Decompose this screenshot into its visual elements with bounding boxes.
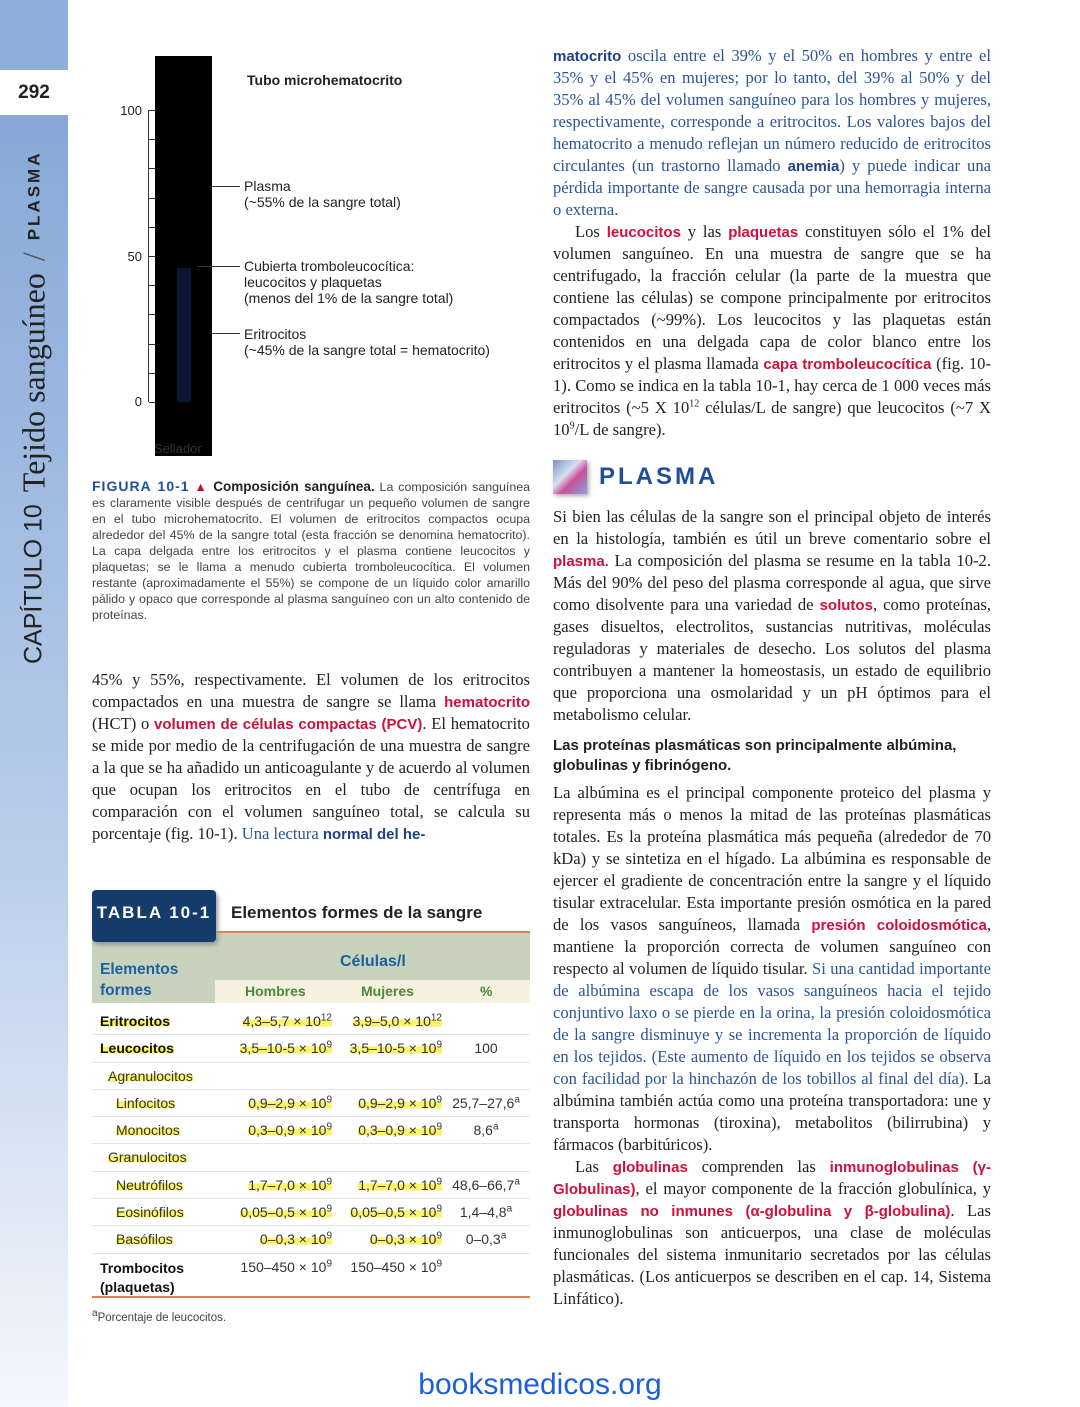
buffy-coat-label: Cubierta tromboleucocítica: leucocitos y plaquetas (menos del 1% de la sangre total)	[244, 258, 454, 306]
table-row	[92, 1117, 530, 1144]
women-value: $0,3-0,9 \times 10^9$	[358, 1121, 442, 1139]
row-name: Monocitos	[116, 1122, 180, 1139]
men-value: $4,3-5,7 \times 10^{12}$	[242, 1012, 332, 1029]
figure-caption: FIGURA 10-1 ▲ Composición sanguínea. La composición sanguínea es claramente visible después de centrifugar un pequeño volumen de sangre en el tubo microhematocrito. El volumen de eritrocitos compactos ocupa alrededor del 45% de la sangre total (esta fracción se denomina hematocrito). La capa delgada entre los eritrocitos y el plasma contiene leucocitos y plaquetas; se le llama a menudo cubierta tromboleucocítica. El volumen restante (aproximadamente el 55%) se compone de un líquido color amarillo pálido y opaco que corresponde al plasma sanguíneo con un alto contenido de proteínas.	[92, 478, 530, 622]
paragraph	[92, 669, 530, 845]
tick-100: 100	[120, 103, 142, 118]
text-run: (HCT) o	[92, 714, 155, 733]
text-run: 12	[689, 398, 700, 410]
row-name: Trombocitos (plaquetas)	[100, 1259, 185, 1295]
women-value: $3,5-10-5 \times 10^9$	[349, 1039, 442, 1057]
separator: /	[15, 252, 52, 262]
section-label: PLASMA	[24, 150, 43, 241]
erythrocytes-label: Eritrocitos (~45% de la sangre total = hematocrito)	[244, 326, 490, 358]
table-row	[92, 1090, 530, 1117]
scale	[148, 110, 155, 402]
chapter-label: CAPÍTULO 10	[19, 504, 48, 664]
key-term: globulinas no inmunes (α-globulina y β-globulina)	[553, 1203, 951, 1220]
text-run: . El hematocrito se mide por medio de la centrifugación de una muestra de sangre a la que se ha añadido un anticoagulante y de acuerdo al volumen que ocupan los eritrocitos en el tubo de centrífuga en comparación con el volumen sanguíneo total, se calcula su porcentaje (fig. 10-1).	[92, 714, 530, 843]
men-value: $0,05-0,5 \times 10^9$	[240, 1203, 332, 1221]
text-run: , mantiene la proporción correcta de volumen sanguíneo con respecto al volumen de líquido tisular.	[553, 915, 991, 978]
row-name: Leucocitos	[100, 1040, 174, 1057]
key-term: hematocrito	[444, 694, 530, 711]
text-run: 45% y 55%, respectivamente. El volumen de los eritrocitos compactados en una muestra de sangre se llama	[92, 670, 530, 711]
row-name: Neutrófilos	[116, 1176, 183, 1193]
sidebar-top-block	[0, 0, 68, 70]
paragraph	[553, 506, 991, 726]
text-run: . La composición del plasma se resume en la tabla 10-2. Más del 90% del peso del plasma corresponde al agua, que sirve como disolvente para una variedad de	[553, 551, 991, 614]
women-value: $0,9-2,9 \times 10^9$	[358, 1094, 442, 1111]
table-header: Elementos formes Células/l Hombres Mujeres %	[92, 933, 530, 1003]
text-run: Los	[575, 222, 607, 241]
text-run: Si bien las células de la sangre son el principal objeto de interés en la histología, también es útil un breve comentario sobre el	[553, 507, 991, 548]
watermark: booksmedicos.org	[418, 1368, 662, 1401]
text-run: Una lectura	[241, 824, 323, 843]
men-value: $150-450 \times 10^9$	[240, 1258, 332, 1275]
key-term: volumen de células compactas (PCV)	[154, 716, 423, 733]
page-number: 292	[0, 70, 68, 115]
running-head	[16, 151, 53, 665]
table-row	[92, 1035, 530, 1062]
men-value: $0,9-2,9 \times 10^9$	[248, 1094, 332, 1111]
left-body	[92, 669, 530, 845]
text-run: La albúmina es el principal componente proteico del plasma y representa más o menos la mitad de las proteínas plasmáticas totales. Es la proteína plasmática más pequeña (alrededor de 70 kDa) y se sintetiza en el hígado. La albúmina es responsable de ejercer el gradiente de concentración entre la sangre y el líquido tisular extracelular. Esta importante presión osmótica en la pared de los vasos sanguíneos, llamada	[553, 783, 991, 934]
percent-value: 48,6–66,7$^a$	[452, 1176, 520, 1193]
tick-50: 50	[127, 249, 142, 264]
table-row	[92, 1226, 530, 1253]
text-run: constituyen sólo el 1% del volumen sanguíneo. En una muestra de sangre que se ha centrifugado, la fracción celular (la parte de la muestra que contiene las células) se compone principalmente por eritrocitos compactados (~99%). Los leucocitos y las plaquetas están contenidos en una delgada capa de color blanco entre los eritrocitos y el plasma llamada	[553, 222, 991, 373]
plasma-label: Plasma (~55% de la sangre total)	[244, 178, 401, 210]
key-term: plasma	[553, 553, 605, 570]
women-value: $1,7-7,0 \times 10^9$	[358, 1176, 442, 1193]
row-name: Linfocitos	[116, 1094, 176, 1111]
table-tag: TABLA 10-1	[92, 890, 216, 942]
key-term: globulinas	[612, 1159, 688, 1176]
text-run: , como proteínas, gases disueltos, electrolitos, sustancias nutritivas, moléculas reguladoras y materiales de desecho. Los solutos del plasma contribuyen a mantener la homeostasis, un estado de equilibrio que proporciona una osmolaridad y un pH óptimos para el metabolismo celular.	[553, 595, 991, 724]
row-name: Granulocitos	[108, 1149, 187, 1166]
percent-value: 100	[474, 1040, 498, 1057]
percent-value: 8,6$^a$	[473, 1121, 499, 1139]
text-run: La albúmina también actúa como una proteína transportadora: une y transporta hormonas (tiroxina), metabolitos (bilirrubina) y fármacos (barbitúricos).	[553, 1069, 991, 1154]
text-run: 9	[569, 420, 575, 432]
paragraph	[553, 45, 991, 221]
key-term: inmunoglobulinas (γ-Globulinas)	[553, 1159, 991, 1198]
section-heading: PLASMA	[553, 460, 718, 494]
text-run: ) y puede indicar una pérdida importante de sangre causada por una hemorragia interna o externa.	[553, 156, 991, 219]
table-row	[92, 1172, 530, 1199]
key-term: capa tromboleucocítica	[763, 356, 932, 373]
table-row	[92, 1254, 530, 1298]
table-body	[92, 1008, 530, 1298]
key-term: solutos	[819, 597, 873, 614]
women-value: $150-450 \times 10^9$	[350, 1258, 442, 1275]
key-term: leucocitos	[606, 224, 681, 241]
text-run: (fig. 10-1). Como se indica en la tabla 10-1, hay cerca de 1 000 veces más eritrocitos (~5 X 10	[553, 354, 991, 417]
men-value: $0,3-0,9 \times 10^9$	[248, 1121, 332, 1139]
men-value: $0-0,3 \times 10^9$	[259, 1230, 332, 1248]
figure-title: Tubo microhematocrito	[247, 72, 403, 88]
text-run: Si una cantidad importante de albúmina escapa de los vasos sanguíneos hacia el tejido conjuntivo laxo o se pierde en la orina, la presión coloidosmótica de la sangre disminuye y se incrementa la proporción de líquido en los tejidos. (Este aumento de líquido en los tejidos se observa con facilidad por la hinchazón de los tobillos al final del día).	[553, 959, 992, 1088]
women-value: $0,05-0,5 \times 10^9$	[350, 1203, 442, 1221]
chapter-title: Tejido sanguíneo	[15, 273, 52, 493]
percent-value: 25,7–27,6$^a$	[452, 1094, 520, 1111]
percent-value: 0–0,3$^a$	[465, 1230, 507, 1248]
table-title: Elementos formes de la sangre	[231, 903, 483, 922]
text-run: oscila entre el 39% y el 50% en hombres y entre el 35% y el 45% en mujeres; por lo tanto, del 39% al 50% y del 35% al 45% del volumen sanguíneo para los hombres y mujeres, respectivamente, corresponde a eritrocitos. Los valores bajos del hematocrito a menudo reflejan un número reducido de eritrocitos circulantes (un trastorno llamado	[553, 46, 991, 175]
row-name: Eosinófilos	[116, 1204, 184, 1221]
subheading: Las proteínas plasmáticas son principalmente albúmina, globulinas y fibrinógeno.	[553, 737, 957, 774]
men-value: $1,7-7,0 \times 10^9$	[248, 1176, 332, 1193]
key-term: anemia	[787, 158, 840, 175]
text-run: Las	[575, 1157, 613, 1176]
table-footnote: aPorcentaje de leucocitos.	[92, 1308, 227, 1324]
row-name: Basófilos	[116, 1231, 173, 1248]
text-run: comprenden las	[687, 1157, 830, 1176]
text-run: y las	[680, 222, 729, 241]
text-run: células/L de sangre) que leucocitos (~7 X 10	[553, 398, 991, 439]
erythrocyte-column	[177, 268, 191, 402]
text-run: , el mayor componente de la fracción globulínica, y	[635, 1179, 991, 1198]
percent-value: 1,4–4,8$^a$	[459, 1203, 513, 1221]
key-term: plaquetas	[728, 224, 799, 241]
tick-0: 0	[134, 394, 142, 409]
text-run: /L de sangre).	[574, 420, 666, 439]
key-term: matocrito	[553, 48, 622, 65]
key-term: presión coloidosmótica	[811, 917, 987, 934]
figure-10-1	[92, 56, 532, 466]
table-row	[92, 1008, 530, 1035]
women-value: $0-0,3 \times 10^9$	[369, 1230, 442, 1248]
right-body-top	[553, 45, 991, 441]
paragraph	[553, 782, 991, 1156]
text-run: . Las inmunoglobulinas son anticuerpos, una clase de moléculas funcionales del sistema inmunitario secretados por las células plasmáticas. (Los anticuerpos se describen en el cap. 14, Sistema Linfático).	[553, 1201, 991, 1308]
men-value: $3,5-10-5 \times 10^9$	[239, 1039, 332, 1057]
sealer-label: Sellador	[154, 441, 202, 456]
row-name: Eritrocitos	[100, 1013, 171, 1029]
paragraph	[553, 1156, 991, 1310]
paragraph	[553, 221, 991, 441]
table-row	[92, 1144, 530, 1171]
row-name: Agranulocitos	[108, 1067, 193, 1084]
women-value: $3,9-5,0 \times 10^{12}$	[352, 1012, 442, 1029]
table-row	[92, 1199, 530, 1226]
right-body	[553, 506, 991, 1310]
blood-cells-icon	[553, 460, 587, 494]
table-row	[92, 1063, 530, 1090]
key-term: normal del he-	[322, 826, 426, 843]
